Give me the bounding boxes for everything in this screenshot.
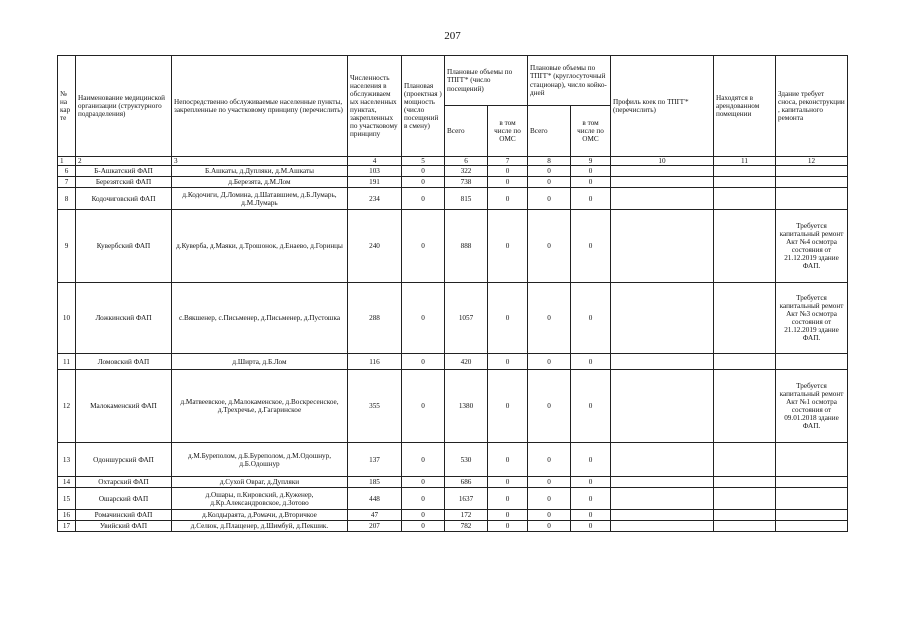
row-number-cell: 7	[58, 177, 76, 188]
repair-note-cell	[776, 354, 848, 370]
organization-name-cell: Ромачинский ФАП	[76, 510, 172, 521]
bed-profile-cell	[611, 443, 714, 477]
row-number-cell: 10	[58, 283, 76, 354]
beds-oms-cell: 0	[571, 283, 611, 354]
rented-cell	[714, 283, 776, 354]
visits-total-cell: 815	[445, 188, 488, 210]
table-row	[58, 443, 848, 477]
visits-total-cell: 782	[445, 521, 488, 532]
settlements-cell: с.Вякшенер, с.Письменер, д.Письменер, д.Пустошка	[172, 283, 348, 354]
population-cell: 47	[348, 510, 402, 521]
rented-cell	[714, 177, 776, 188]
settlements-cell: д.Селюк, д.Плащенер, д.Шимбуй, д.Пекшик.	[172, 521, 348, 532]
index-cell: 5	[402, 157, 445, 166]
header-planned-bed-days: Плановые объемы по ТПГГ* (круглосуточный стационар), число койко-дней	[528, 56, 611, 106]
beds-oms-cell: 0	[571, 521, 611, 532]
visits-oms-cell: 0	[488, 521, 528, 532]
settlements-cell: д.Куверба, д.Маяки, д.Трошонок, д.Енаево, д.Горинцы	[172, 210, 348, 283]
population-cell: 288	[348, 283, 402, 354]
beds-oms-cell: 0	[571, 443, 611, 477]
rented-cell	[714, 166, 776, 177]
header-planned-visits: Плановые объемы по ТПГГ* (число посещений)	[445, 56, 528, 106]
visits-oms-cell: 0	[488, 283, 528, 354]
population-cell: 185	[348, 477, 402, 488]
row-number-cell: 14	[58, 477, 76, 488]
capacity-cell: 0	[402, 283, 445, 354]
repair-note-cell	[776, 177, 848, 188]
beds-oms-cell: 0	[571, 510, 611, 521]
visits-total-cell: 322	[445, 166, 488, 177]
visits-oms-cell: 0	[488, 443, 528, 477]
header-visits-total: Всего	[445, 106, 488, 157]
population-cell: 207	[348, 521, 402, 532]
beds-total-cell: 0	[528, 521, 571, 532]
index-cell: 9	[571, 157, 611, 166]
visits-oms-cell: 0	[488, 510, 528, 521]
capacity-cell: 0	[402, 443, 445, 477]
index-cell: 7	[488, 157, 528, 166]
population-cell: 234	[348, 188, 402, 210]
beds-total-cell: 0	[528, 443, 571, 477]
row-number-cell: 13	[58, 443, 76, 477]
table-row	[58, 477, 848, 488]
index-cell: 1	[58, 157, 76, 166]
bed-profile-cell	[611, 370, 714, 443]
index-cell: 11	[714, 157, 776, 166]
rented-cell	[714, 188, 776, 210]
index-cell: 3	[172, 157, 348, 166]
capacity-cell: 0	[402, 166, 445, 177]
visits-oms-cell: 0	[488, 210, 528, 283]
beds-total-cell: 0	[528, 354, 571, 370]
visits-total-cell: 1057	[445, 283, 488, 354]
index-cell: 12	[776, 157, 848, 166]
rented-cell	[714, 370, 776, 443]
settlements-cell: д.Сухой Овраг, д.Дупляки	[172, 477, 348, 488]
table-row	[58, 354, 848, 370]
population-cell: 191	[348, 177, 402, 188]
row-number-cell: 9	[58, 210, 76, 283]
rented-cell	[714, 488, 776, 510]
settlements-cell: д.Березята, д.М.Лом	[172, 177, 348, 188]
visits-oms-cell: 0	[488, 488, 528, 510]
beds-oms-cell: 0	[571, 166, 611, 177]
beds-total-cell: 0	[528, 510, 571, 521]
table-row	[58, 188, 848, 210]
population-cell: 355	[348, 370, 402, 443]
visits-oms-cell: 0	[488, 477, 528, 488]
bed-profile-cell	[611, 488, 714, 510]
table-row	[58, 370, 848, 443]
capacity-cell: 0	[402, 521, 445, 532]
population-cell: 240	[348, 210, 402, 283]
rented-cell	[714, 477, 776, 488]
visits-oms-cell: 0	[488, 188, 528, 210]
repair-note-cell	[776, 488, 848, 510]
beds-total-cell: 0	[528, 477, 571, 488]
visits-total-cell: 738	[445, 177, 488, 188]
visits-total-cell: 530	[445, 443, 488, 477]
header-beds-total: Всего	[528, 106, 571, 157]
rented-cell	[714, 354, 776, 370]
beds-total-cell: 0	[528, 370, 571, 443]
visits-oms-cell: 0	[488, 166, 528, 177]
beds-total-cell: 0	[528, 166, 571, 177]
table-row	[58, 177, 848, 188]
beds-oms-cell: 0	[571, 354, 611, 370]
capacity-cell: 0	[402, 477, 445, 488]
index-cell: 2	[76, 157, 172, 166]
table-row	[58, 283, 848, 354]
table-row	[58, 510, 848, 521]
facilities-table	[57, 55, 848, 532]
capacity-cell: 0	[402, 210, 445, 283]
row-number-cell: 15	[58, 488, 76, 510]
index-cell: 6	[445, 157, 488, 166]
capacity-cell: 0	[402, 488, 445, 510]
visits-total-cell: 420	[445, 354, 488, 370]
header-bed-profile: Профиль коек по ТПГГ* (перечислить)	[611, 56, 714, 157]
page-number: 207	[444, 30, 461, 42]
organization-name-cell: Кувербский ФАП	[76, 210, 172, 283]
row-number-cell: 11	[58, 354, 76, 370]
header-rented: Находятся в арендованном помещении	[714, 56, 776, 157]
organization-name-cell: Березятский ФАП	[76, 177, 172, 188]
header-organization: Наименование медицинской организации (структурного подразделения)	[76, 56, 172, 157]
visits-oms-cell: 0	[488, 177, 528, 188]
row-number-cell: 8	[58, 188, 76, 210]
population-cell: 116	[348, 354, 402, 370]
bed-profile-cell	[611, 354, 714, 370]
organization-name-cell: Б-Ашкатский ФАП	[76, 166, 172, 177]
row-number-cell: 17	[58, 521, 76, 532]
column-index-row	[58, 157, 848, 166]
beds-oms-cell: 0	[571, 177, 611, 188]
settlements-cell: д.Ширта, д.Б.Лом	[172, 354, 348, 370]
header-row	[58, 56, 848, 106]
rented-cell	[714, 443, 776, 477]
table-row	[58, 488, 848, 510]
organization-name-cell: Кодочиговский ФАП	[76, 188, 172, 210]
organization-name-cell: Одоншурский ФАП	[76, 443, 172, 477]
capacity-cell: 0	[402, 354, 445, 370]
beds-total-cell: 0	[528, 177, 571, 188]
repair-note-cell	[776, 443, 848, 477]
capacity-cell: 0	[402, 510, 445, 521]
repair-note-cell: Требуется капитальный ремонт Акт №3 осмотра состояния от 21.12.2019 здание ФАП.	[776, 283, 848, 354]
beds-oms-cell: 0	[571, 488, 611, 510]
beds-oms-cell: 0	[571, 477, 611, 488]
repair-note-cell	[776, 521, 848, 532]
bed-profile-cell	[611, 177, 714, 188]
bed-profile-cell	[611, 283, 714, 354]
repair-note-cell	[776, 510, 848, 521]
beds-total-cell: 0	[528, 283, 571, 354]
beds-oms-cell: 0	[571, 210, 611, 283]
rented-cell	[714, 510, 776, 521]
table-row	[58, 521, 848, 532]
bed-profile-cell	[611, 477, 714, 488]
settlements-cell: д.Ошары, п.Кировский, д.Куженер, д.Кр.Александровское, д.Зотово	[172, 488, 348, 510]
rented-cell	[714, 521, 776, 532]
organization-name-cell: Увийский ФАП	[76, 521, 172, 532]
visits-total-cell: 888	[445, 210, 488, 283]
visits-total-cell: 1380	[445, 370, 488, 443]
organization-name-cell: Ошарский ФАП	[76, 488, 172, 510]
bed-profile-cell	[611, 188, 714, 210]
row-number-cell: 6	[58, 166, 76, 177]
repair-note-cell: Требуется капитальный ремонт Акт №1 осмотра состояния от 09.01.2018 здание ФАП.	[776, 370, 848, 443]
beds-total-cell: 0	[528, 188, 571, 210]
bed-profile-cell	[611, 210, 714, 283]
settlements-cell: д.Матвеевское, д.Малокаменское, д.Воскресенское, д.Трехречье, д.Гагаринское	[172, 370, 348, 443]
organization-name-cell: Малокаменский ФАП	[76, 370, 172, 443]
repair-note-cell: Требуется капитальный ремонт Акт №4 осмотра состояния от 21.12.2019 здание ФАП.	[776, 210, 848, 283]
visits-total-cell: 686	[445, 477, 488, 488]
header-capacity: Плановая (проектная ) мощность (число посещений в смену)	[402, 56, 445, 157]
visits-oms-cell: 0	[488, 354, 528, 370]
organization-name-cell: Ложкинский ФАП	[76, 283, 172, 354]
header-population: Численность населения в обслуживаем ых населенных пунктах, закрепленных по участковому принципу	[348, 56, 402, 157]
header-num: № на кар те	[58, 56, 76, 157]
settlements-cell: д.М.Буреполом, д.Б.Буреполом, д.М.Одошнур, д.Б.Одошнур	[172, 443, 348, 477]
settlements-cell: Б.Ашкаты, д.Дупляки, д.М.Ашкаты	[172, 166, 348, 177]
visits-total-cell: 172	[445, 510, 488, 521]
bed-profile-cell	[611, 166, 714, 177]
visits-total-cell: 1637	[445, 488, 488, 510]
visits-oms-cell: 0	[488, 370, 528, 443]
organization-name-cell: Охтарский ФАП	[76, 477, 172, 488]
population-cell: 137	[348, 443, 402, 477]
beds-total-cell: 0	[528, 488, 571, 510]
row-number-cell: 12	[58, 370, 76, 443]
index-cell: 8	[528, 157, 571, 166]
capacity-cell: 0	[402, 177, 445, 188]
beds-oms-cell: 0	[571, 370, 611, 443]
header-repair: Здание требует сноса, реконструкции , капитального ремонта	[776, 56, 848, 157]
beds-total-cell: 0	[528, 210, 571, 283]
settlements-cell: д.Колдыраята, д.Ромачи, д.Вторичкое	[172, 510, 348, 521]
capacity-cell: 0	[402, 188, 445, 210]
index-cell: 4	[348, 157, 402, 166]
organization-name-cell: Ломовский ФАП	[76, 354, 172, 370]
population-cell: 448	[348, 488, 402, 510]
repair-note-cell	[776, 166, 848, 177]
beds-oms-cell: 0	[571, 188, 611, 210]
header-visits-oms: в том числе по ОМС	[488, 106, 528, 157]
bed-profile-cell	[611, 521, 714, 532]
settlements-cell: д.Кодочиги, Д.Ломина, д.Шатавшием, д.Б.Лумарь, д.М.Лумарь	[172, 188, 348, 210]
table-row	[58, 166, 848, 177]
row-number-cell: 16	[58, 510, 76, 521]
population-cell: 103	[348, 166, 402, 177]
repair-note-cell	[776, 477, 848, 488]
repair-note-cell	[776, 188, 848, 210]
header-settlements: Непосредственно обслуживаемые населенные пункты, закрепленные по участковому принципу (перечислить)	[172, 56, 348, 157]
rented-cell	[714, 210, 776, 283]
capacity-cell: 0	[402, 370, 445, 443]
index-cell: 10	[611, 157, 714, 166]
table-row	[58, 210, 848, 283]
header-beds-oms: в том числе по ОМС	[571, 106, 611, 157]
bed-profile-cell	[611, 510, 714, 521]
